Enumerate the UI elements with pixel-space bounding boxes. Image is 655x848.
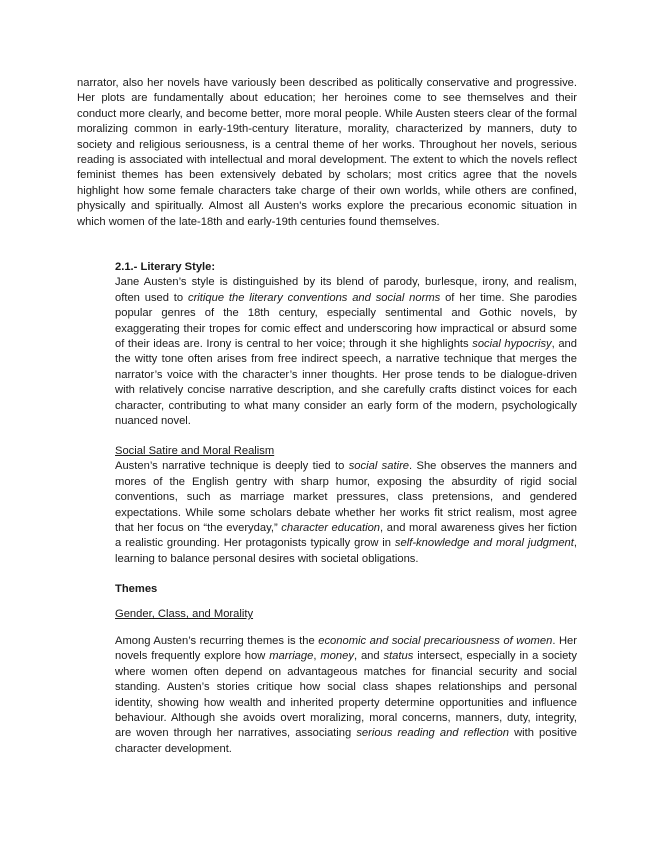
literary-style-section — [115, 260, 577, 429]
text-run: of her time. She parodies popular genres of the 18th century, especially sentimental and Gothic novels, by exaggerating their tropes for comic effect and underscoring how impractical or absurd some of their ideas are. Irony is central to her voice; through it she highlights — [115, 291, 577, 351]
themes-heading: Themes — [115, 583, 158, 595]
themes-paragraph — [115, 634, 577, 757]
text-run: Austen’s narrative technique is deeply tied to — [115, 460, 349, 473]
emphasis: marriage — [269, 650, 314, 663]
themes-subheading: Gender, Class, and Morality — [115, 608, 254, 620]
text-run: , and the witty tone often arises from free indirect speech, a narrative technique that merges the narrator’s voice with the character’s inner thoughts. Her prose tends to be dialogue-driven with relatively concise narrative description, and she carefully crafts distinct voices for each character, contributing to what many consider an early form of the modern, psychologically nuanced novel. — [115, 338, 578, 428]
text-run: , and — [353, 650, 384, 663]
emphasis: self-knowledge and moral judgment — [394, 537, 574, 550]
emphasis: social hypocrisy — [472, 338, 552, 351]
text-run: . Her novels frequently explore how — [115, 635, 577, 663]
social-satire-paragraph — [115, 459, 577, 567]
emphasis: character education — [281, 522, 381, 535]
literary-style-heading: 2.1.- Literary Style: — [115, 261, 216, 273]
social-satire-section — [115, 444, 577, 567]
text-run: , learning to balance personal desires with societal obligations. — [115, 537, 577, 565]
text-run: with positive character development. — [115, 727, 577, 755]
social-satire-heading: Social Satire and Moral Realism — [115, 445, 275, 457]
text-run: Jane Austen’s style is distinguished by its blend of parody, burlesque, irony, and realism, often used to — [115, 276, 577, 304]
emphasis: social satire — [348, 460, 410, 473]
emphasis: critique the literary conventions and social norms — [187, 291, 441, 304]
text-run: , and moral awareness gives her fiction a realistic grounding. Her protagonists typically grow in — [115, 522, 578, 550]
text-run: Among Austen’s recurring themes is the — [115, 635, 319, 647]
emphasis: money — [320, 650, 354, 663]
intro-paragraph: narrator, also her novels have variously been described as politically conservative and progressive. Her plots are fundamentally about education; her heroines come to see themselves and their conduct more clearly, and become better, more moral people. While Austen steers clear of the formal moralizing common in early-19th-century literature, morality, characterized by manners, duty to society and religious seriousness, is a central theme of her works. Throughout her novels, serious reading is associated with intellectual and moral development. The extent to which the novels reflect feminist themes has been extensively debated by scholars; most critics agree that the novels highlight how some female characters take charge of their own worlds, while others are confined, physically and spiritually. Almost all Austen's works explore the precarious economic situation in which women of the late-18th and early-19th centuries found themselves. — [77, 77, 577, 228]
emphasis: status — [383, 650, 414, 663]
literary-style-paragraph — [115, 275, 577, 429]
themes-section — [115, 634, 577, 757]
text-run: . She observes the manners and mores of the English gentry with sharp humor, exposing the absurdity of rigid social conventions, such as marriage market pressures, class pretensions, and gendered expectations. While some scholars debate whether her works fit strict realism, most agree that her focus on “the everyday,” — [115, 460, 577, 535]
text-run: , — [313, 650, 321, 663]
emphasis: serious reading and reflection — [356, 727, 509, 740]
emphasis: economic and social precariousness of women — [318, 635, 553, 647]
text-run: intersect, especially in a society where women often depend on advantageous matches for financial security and social standing. Austen’s stories critique how social class shapes relationships and personal identity, showing how wealth and inherited property determine opportunities and influence behaviour. Although she avoids overt moralizing, moral concerns, manners, duty, integrity, are woven through her narratives, associating — [115, 650, 577, 740]
